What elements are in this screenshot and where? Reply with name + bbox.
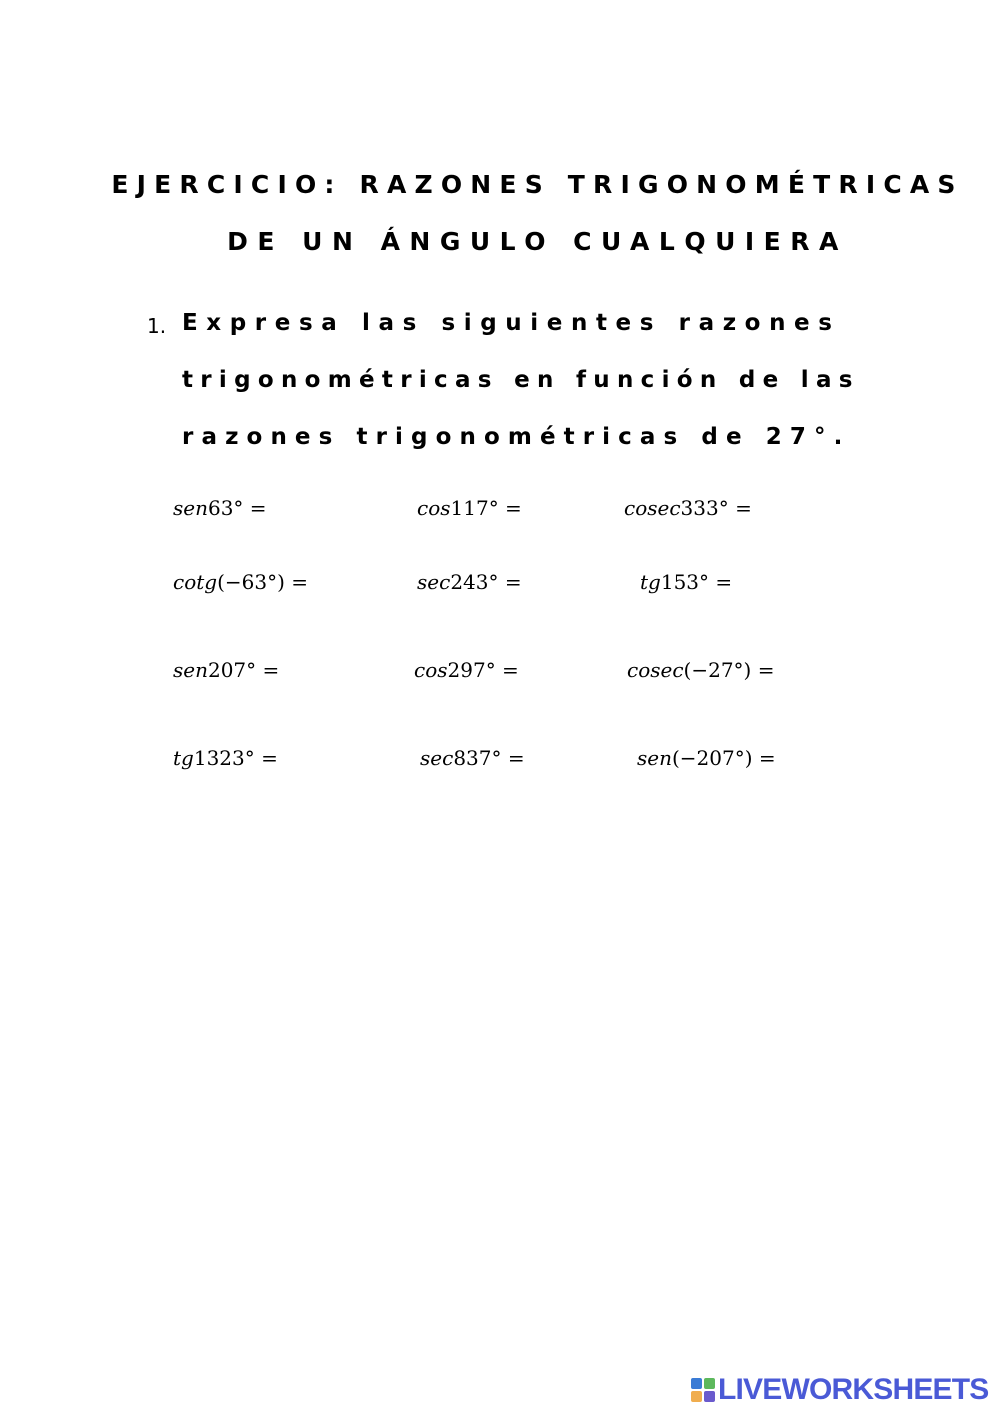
liveworksheets-logo-icon — [691, 1378, 715, 1402]
expression-r3-c3 — [627, 658, 774, 682]
function-name: sec — [420, 746, 454, 770]
expression-r3-c2 — [414, 658, 519, 682]
expression-r2-c1 — [173, 570, 308, 594]
function-name: sen — [637, 746, 672, 770]
function-name: cos — [414, 658, 448, 682]
page-title-line-2: DE UN ÁNGULO CUALQUIERA — [227, 227, 848, 256]
function-argument: 117° = — [450, 496, 522, 520]
function-argument: 207° = — [207, 658, 280, 682]
function-name: tg — [640, 570, 661, 594]
expression-r1-c2 — [417, 496, 522, 520]
logo-tile — [691, 1391, 702, 1402]
function-argument: 333° = — [680, 496, 752, 520]
function-name: cosec — [627, 658, 684, 682]
expression-r4-c3 — [637, 746, 776, 770]
liveworksheets-logo — [691, 1374, 989, 1406]
function-argument: 63° = — [207, 496, 267, 520]
expression-r3-c1 — [173, 658, 279, 682]
expression-r1-c3 — [624, 496, 752, 520]
function-name: cosec — [624, 496, 681, 520]
question-text-line-3: razones trigonométricas de 27°. — [182, 424, 851, 450]
function-argument: 243° = — [450, 570, 522, 594]
function-name: cotg — [173, 570, 218, 594]
liveworksheets-logo-text: LIVEWORKSHEETS — [718, 1373, 989, 1406]
logo-tile — [704, 1378, 715, 1389]
question-number: 1. — [147, 314, 167, 338]
function-name: tg — [173, 746, 194, 770]
function-argument: (−27°) = — [683, 658, 775, 682]
logo-tile — [691, 1378, 702, 1389]
function-argument: 153° = — [660, 570, 733, 594]
function-name: sen — [173, 658, 208, 682]
question-text-line-1: Expresa las siguientes razones — [182, 310, 841, 336]
expression-r2-c3 — [640, 570, 732, 594]
function-argument: (−207°) = — [671, 746, 776, 770]
function-argument: 1323° = — [193, 746, 278, 770]
expression-r4-c1 — [173, 746, 278, 770]
question-text-line-2: trigonométricas en función de las — [182, 367, 860, 393]
function-name: cos — [417, 496, 451, 520]
expression-r1-c1 — [173, 496, 267, 520]
logo-tile — [704, 1391, 715, 1402]
function-argument: (−63°) = — [217, 570, 309, 594]
expression-r2-c2 — [417, 570, 522, 594]
function-name: sen — [173, 496, 208, 520]
function-name: sec — [417, 570, 451, 594]
expression-r4-c2 — [420, 746, 525, 770]
function-argument: 297° = — [447, 658, 519, 682]
page-title-line-1: EJERCICIO: RAZONES TRIGONOMÉTRICAS — [111, 170, 964, 199]
function-argument: 837° = — [453, 746, 525, 770]
